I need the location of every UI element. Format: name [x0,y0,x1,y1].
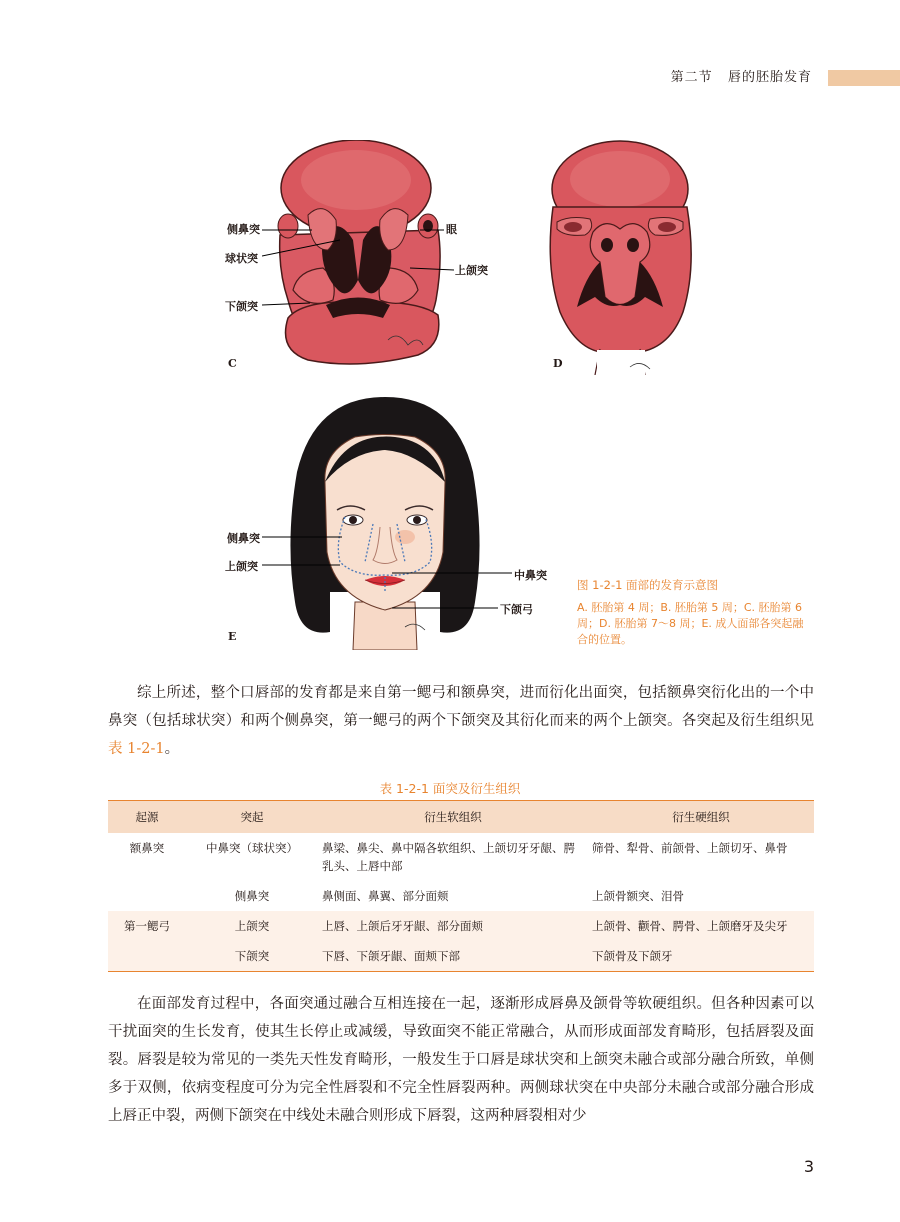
page-number: 3 [803,1157,814,1176]
panel-d-letter: D [553,357,563,370]
table-row [108,881,814,911]
table-reference-link[interactable]: 表 1-2-1 [108,741,165,757]
body-paragraph-2: 在面部发育过程中，各面突通过融合互相连接在一起，逐渐形成唇鼻及颌骨等软硬组织。但各种因素可以干扰面突的生长发育，使其生长停止或减缓，导致面突不能正常融合，从而形成面部发育畸形，包括唇裂及面裂。唇裂是较为常见的一类先天性发育畸形，一般发生于口唇是球状突和上颌突未融合或部分融合所致，单侧多于双侧，依病变程度可分为完全性唇裂和不完全性唇裂两种。两侧球状突在中央部分未融合或部分融合形成上唇正中裂，两侧下颌突在中线处未融合则形成下唇裂，这两种唇裂相对少 [108,996,814,1124]
table-cell: 侧鼻突 [234,889,270,903]
leader-line [262,238,342,258]
label-c-maxillary: 上颌突 [455,264,488,277]
leader-line [262,532,342,542]
table-cell [108,941,186,972]
table-cell: 中鼻突（球状突） [206,841,298,855]
panel-e-letter: E [228,630,237,643]
leader-line [262,300,312,310]
label-e-maxillary: 上颌突 [225,560,258,573]
figure-caption [577,577,807,648]
table-row [108,833,814,881]
header-title: 唇的胚胎发育 [727,70,812,85]
table-row [108,941,814,972]
leader-line [262,560,340,570]
table-cell: 下唇、下颌牙龈、面颊下部 [318,941,588,972]
label-c-mandibular: 下颌突 [225,300,258,313]
label-c-globular: 球状突 [225,252,258,265]
panel-d-illustration [545,137,695,375]
table-cell: 鼻侧面、鼻翼、部分面颊 [322,889,449,903]
body-paragraph-1 [108,679,814,763]
table-cell: 下颌骨及下颌牙 [588,941,814,972]
table-cell: 上唇、上颌后牙牙龈、部分面颊 [318,911,588,941]
leader-line [262,228,312,232]
label-c-eye: 眼 [446,223,457,236]
face-process-table [108,800,814,972]
header-accent-bar [828,70,900,86]
table-header-cell: 衍生软组织 [318,801,588,834]
table-cell: 上颌骨额突、泪骨 [592,889,684,903]
label-e-medial-nasal: 中鼻突 [514,569,547,582]
leader-line [392,568,512,578]
table-header-cell: 突起 [186,801,318,834]
table-cell: 第一鳃弓 [108,911,186,941]
label-c-lateral-nasal: 侧鼻突 [227,223,260,236]
table-cell: 额鼻突 [129,841,165,855]
leader-line [410,262,454,274]
header-section: 第二节 [670,70,713,85]
table-cell [108,881,186,911]
figure-caption-text: A. 胚胎第 4 周；B. 胚胎第 5 周；C. 胚胎第 6 周；D. 胚胎第 7～8 周；E. 成人面部各突起融合的位置。 [577,601,804,646]
table-cell: 上颌骨、颧骨、腭骨、上颌磨牙及尖牙 [588,911,814,941]
paragraph-1-end: 。 [164,741,180,757]
table-header-row [108,801,814,834]
table-title: 表 1-2-1 面突及衍生组织 [379,781,521,796]
table-header-cell: 衍生硬组织 [588,801,814,834]
label-e-mandibular-arch: 下颌弓 [500,603,533,616]
table-cell: 上颌突 [186,911,318,941]
table-header-cell: 起源 [108,801,186,834]
table-cell: 下颌突 [186,941,318,972]
table-cell: 筛骨、犁骨、前颌骨、上颌切牙、鼻骨 [592,841,788,855]
table-cell: 鼻梁、鼻尖、鼻中隔各软组织、上颌切牙牙龈、腭乳头、上唇中部 [322,841,575,873]
panel-c-letter: C [228,357,237,370]
leader-line [392,603,498,613]
table-row [108,911,814,941]
header-text [671,68,812,88]
paragraph-1-text: 综上所述，整个口唇部的发育都是来自第一鳃弓和额鼻突，进而衍化出面突，包括额鼻突衍化出的一个中鼻突（包括球状突）和两个侧鼻突，第一鳃弓的两个下颌突及其衍化而来的两个上颌突。各突起及衍生组织见 [108,685,814,729]
running-header [0,68,900,90]
figure-caption-title: 图 1-2-1 面部的发育示意图 [577,578,719,592]
leader-line [420,228,444,232]
label-e-lateral-nasal: 侧鼻突 [227,532,260,545]
